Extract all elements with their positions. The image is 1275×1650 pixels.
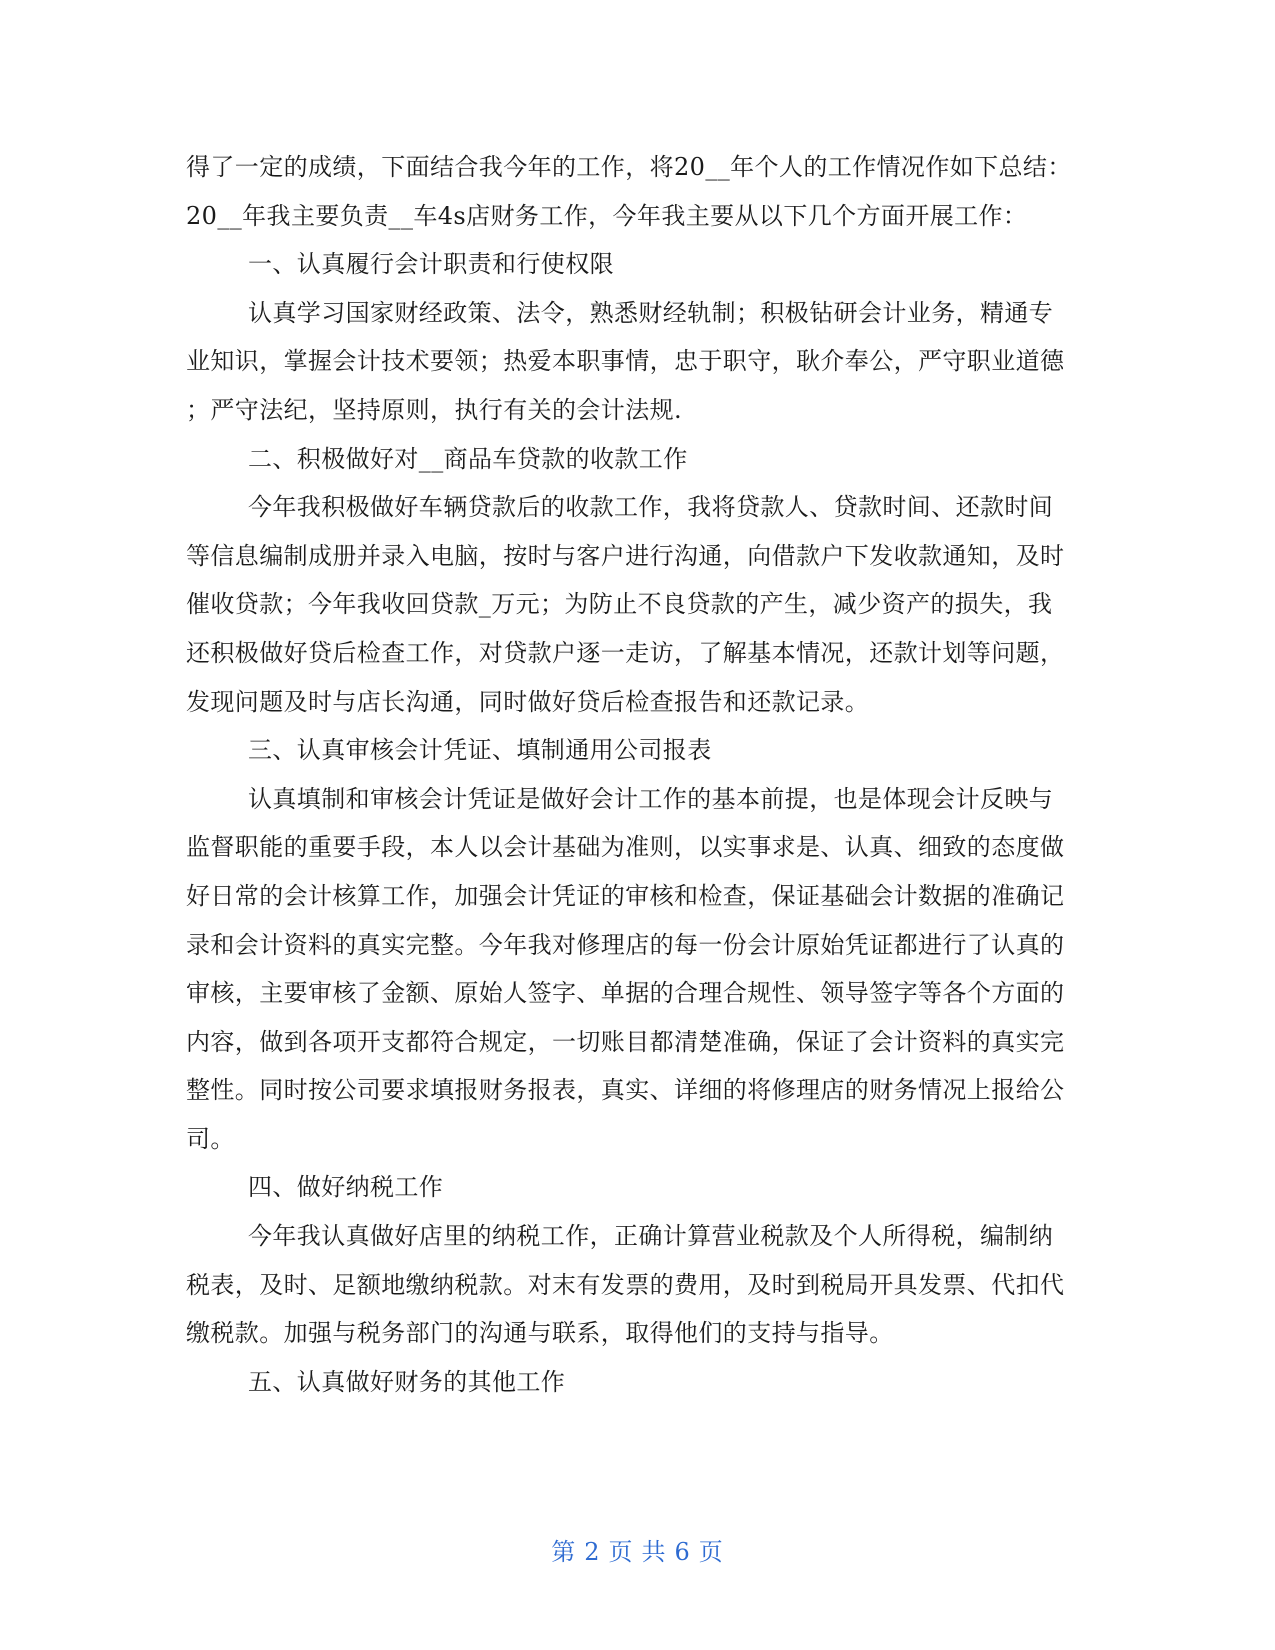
text-line: 录和会计资料的真实完整。今年我对修理店的每一份会计原始凭证都进行了认真的: [186, 930, 1065, 959]
text-line: 催收贷款；今年我收回贷款_万元；为防止不良贷款的产生，减少资产的损失，我: [186, 590, 1053, 619]
text-line: 今年我积极做好车辆贷款后的收款工作，我将贷款人、贷款时间、还款时间: [248, 493, 1054, 522]
text-line: 还积极做好贷后检查工作，对贷款户逐一走访，了解基本情况，还款计划等问题，: [186, 638, 1065, 667]
text-line: 发现问题及时与店长沟通，同时做好贷后检查报告和还款记录。: [186, 687, 870, 716]
text-line: 司。: [186, 1124, 235, 1153]
footer-page-label: 第: [551, 1538, 577, 1566]
footer-total-pages: 6: [674, 1538, 691, 1566]
section-heading: 一、认真履行会计职责和行使权限: [248, 250, 614, 279]
text-line: 认真填制和审核会计凭证是做好会计工作的基本前提，也是体现会计反映与: [248, 784, 1054, 813]
text-line: 审核，主要审核了金额、原始人签字、单据的合理合规性、领导签字等各个方面的: [186, 979, 1065, 1008]
page-footer: [0, 1532, 1275, 1567]
footer-current-page: 2: [584, 1538, 601, 1566]
text-line: 今年我认真做好店里的纳税工作，正确计算营业税款及个人所得税，编制纳: [248, 1222, 1054, 1251]
text-line: 认真学习国家财经政策、法令，熟悉财经轨制；积极钻研会计业务，精通专: [248, 298, 1054, 327]
text-line: ；严守法纪，坚持原则，执行有关的会计法规.: [186, 395, 683, 424]
section-heading: 四、做好纳税工作: [248, 1173, 444, 1202]
text-line: 整性。同时按公司要求填报财务报表，真实、详细的将修理店的财务情况上报给公: [186, 1076, 1065, 1105]
text-line: 等信息编制成册并录入电脑，按时与客户进行沟通，向借款户下发收款通知，及时: [186, 541, 1065, 570]
section-heading: 五、认真做好财务的其他工作: [248, 1367, 566, 1396]
text-line: 业知识，掌握会计技术要领；热爱本职事情，忠于职守，耿介奉公，严守职业道德: [186, 347, 1065, 376]
section-heading: 二、积极做好对__商品车贷款的收款工作: [248, 444, 688, 473]
footer-page-unit: 页: [608, 1538, 634, 1566]
text-line: 税表，及时、足额地缴纳税款。对末有发票的费用，及时到税局开具发票、代扣代: [186, 1270, 1065, 1299]
text-line: 监督职能的重要手段，本人以会计基础为准则，以实事求是、认真、细致的态度做: [186, 833, 1065, 862]
text-line: 内容，做到各项开支都符合规定，一切账目都清楚准确，保证了会计资料的真实完: [186, 1027, 1065, 1056]
text-line: 好日常的会计核算工作，加强会计凭证的审核和检查，保证基础会计数据的准确记: [186, 881, 1065, 910]
section-heading: 三、认真审核会计凭证、填制通用公司报表: [248, 736, 712, 765]
footer-page-unit-2: 页: [698, 1538, 724, 1566]
document-body: [186, 143, 1086, 1406]
footer-total-label: 共: [641, 1538, 667, 1566]
text-line: 20__年我主要负责__车4s店财务工作，今年我主要从以下几个方面开展工作：: [186, 201, 1028, 230]
text-line: 得了一定的成绩，下面结合我今年的工作，将20__年个人的工作情况作如下总结：: [186, 153, 1072, 181]
text-line: 缴税款。加强与税务部门的沟通与联系，取得他们的支持与指导。: [186, 1319, 894, 1348]
